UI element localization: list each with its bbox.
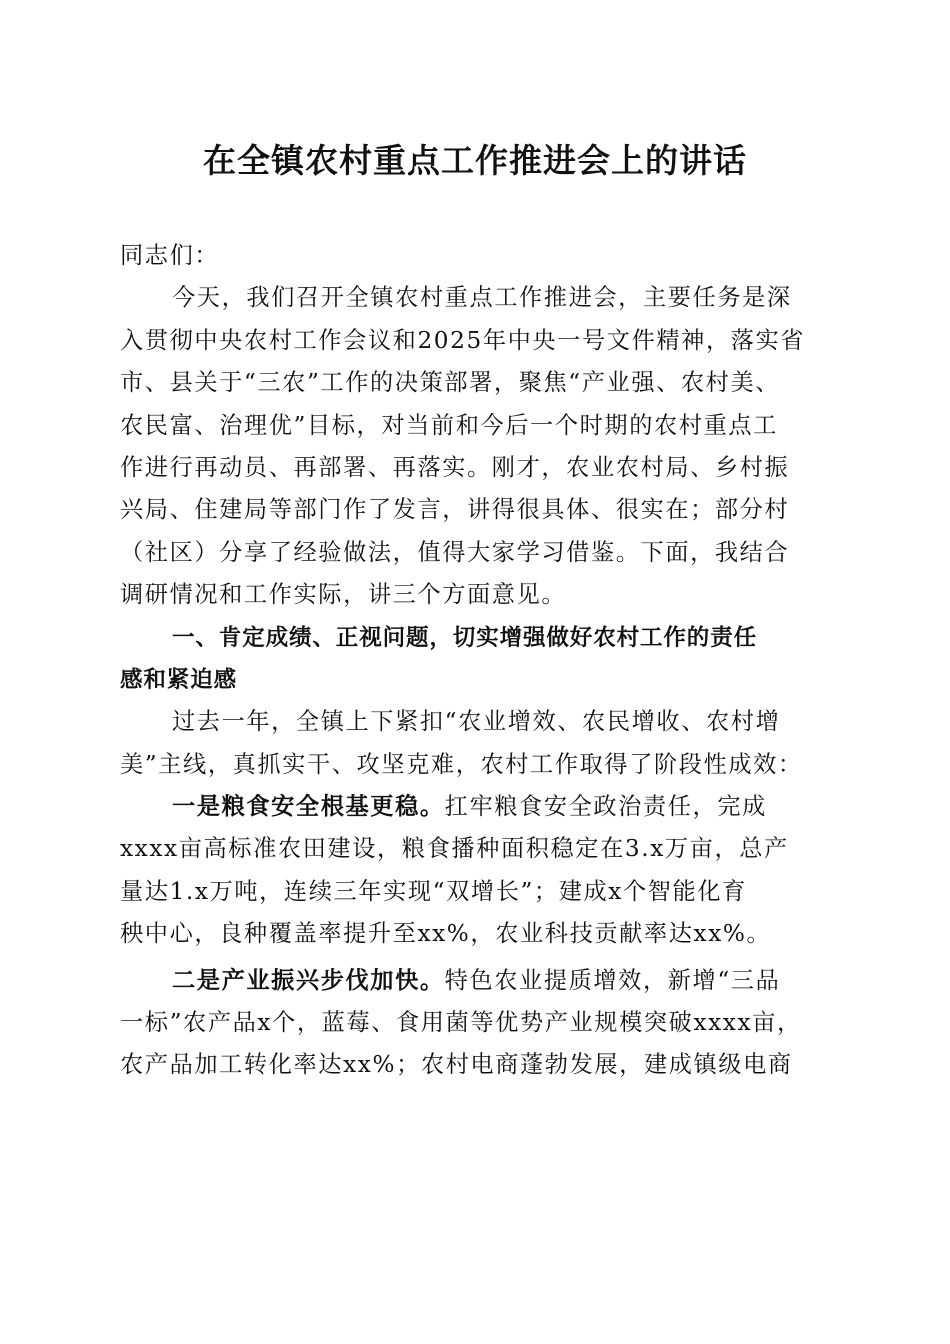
- paragraph-line: 作进行再动员、再部署、再落实。刚才，农业农村局、乡村振: [120, 453, 790, 481]
- paragraph-line: 过去一年，全镇上下紧扣“农业增效、农民增收、农村增: [172, 708, 781, 736]
- paragraph-line: 农产品加工转化率达xx%；农村电商蓬勃发展，建成镇级电商: [120, 1051, 793, 1079]
- point-text: 特色农业提质增效，新增“三品: [444, 966, 781, 994]
- paragraph-line: [120, 960, 835, 1002]
- paragraph-line: 美”主线，真抓实干、攻坚克难，农村工作取得了阶段性成效：: [120, 750, 803, 778]
- paragraph-line: 秧中心，良种覆盖率提升至xx%，农业科技贡献率达xx%。: [120, 920, 772, 948]
- point-lead: 二是产业振兴步伐加快。: [172, 966, 445, 994]
- overview-paragraph: [120, 701, 835, 786]
- paragraph-line: 调研情况和工作实际，讲三个方面意见。: [120, 581, 567, 609]
- document-title: 在全镇农村重点工作推进会上的讲话: [203, 141, 747, 180]
- intro-paragraph: [120, 277, 835, 616]
- paragraph-line: （社区）分享了经验做法，值得大家学习借鉴。下面，我结合: [120, 538, 790, 566]
- paragraph-line: 入贯彻中央农村工作会议和2025年中央一号文件精神，落实省: [120, 326, 806, 354]
- point-lead: 一是粮食安全根基更稳。: [172, 793, 445, 821]
- paragraph-line: 今天，我们召开全镇农村重点工作推进会，主要任务是深: [172, 284, 792, 312]
- section-heading-line: 一、肯定成绩、正视问题，切实增强做好农村工作的责任: [172, 624, 758, 651]
- paragraph-line: 兴局、住建局等部门作了发言，讲得很具体、很实在；部分村: [120, 496, 790, 524]
- point-paragraph-1: [120, 786, 835, 956]
- paragraph-line: 农民富、治理优”目标，对当前和今后一个时期的农村重点工: [120, 411, 778, 439]
- salutation: 同志们：: [120, 242, 220, 269]
- section-heading: [120, 617, 835, 702]
- point-paragraph-2: [120, 960, 835, 1087]
- paragraph-line: 一标”农产品x个，蓝莓、食用菌等优势产业规模突破xxxx亩，: [120, 1009, 802, 1037]
- paragraph-line: 市、县关于“三农”工作的决策部署，聚焦“产业强、农村美、: [120, 369, 781, 397]
- paragraph-line: xxxx亩高标准农田建设，粮食播种面积稳定在3.x万亩，总产: [120, 835, 789, 863]
- paragraph-line: [120, 786, 835, 828]
- document-body: [120, 235, 835, 1087]
- section-heading-line: 感和紧迫感: [120, 666, 238, 693]
- point-text: 扛牢粮食安全政治责任，完成: [444, 793, 767, 821]
- paragraph-line: 量达1.x万吨，连续三年实现“双增长”；建成x个智能化育: [120, 877, 747, 905]
